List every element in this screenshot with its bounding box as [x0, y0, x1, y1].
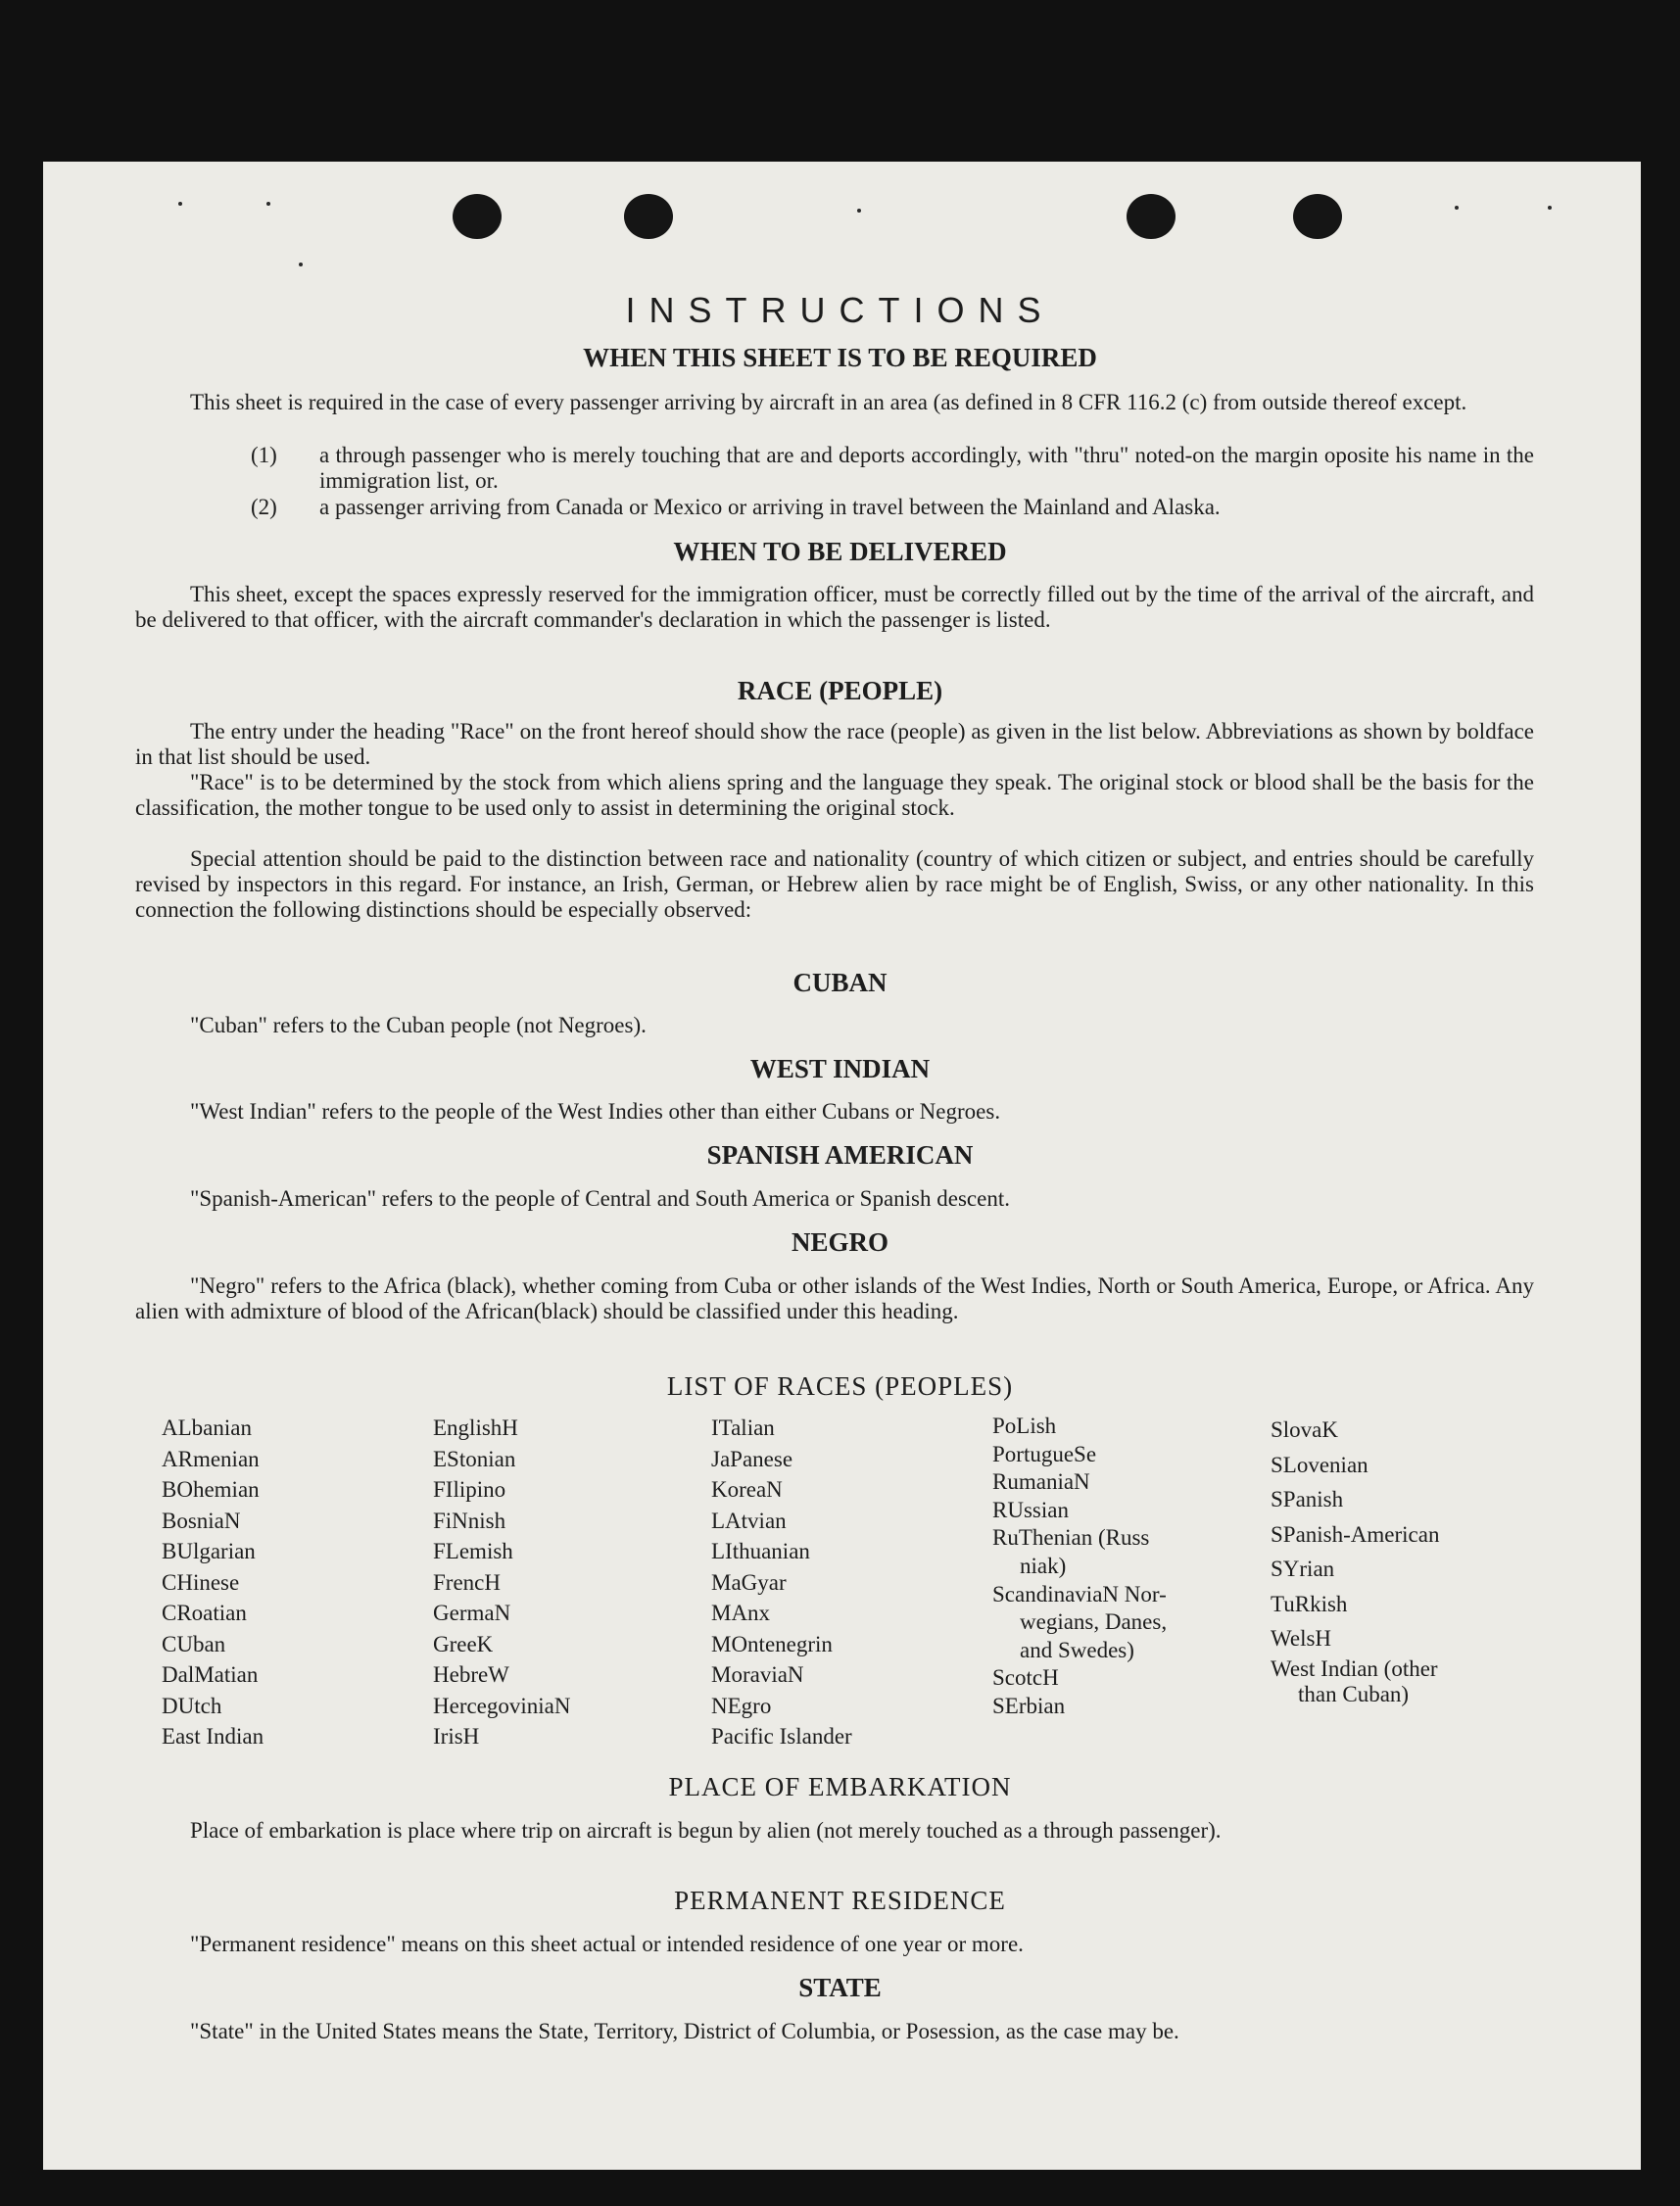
speck: [299, 263, 303, 266]
race-entry: West Indian (other: [1271, 1655, 1438, 1681]
west-indian-paragraph: "West Indian" refers to the people of the West Indies other than either Cubans or Negroes.: [190, 1099, 1001, 1124]
permanent-residence-paragraph: "Permanent residence" means on this sheet actual or intended residence of one year or more.: [190, 1932, 1024, 1956]
heading-when-required: WHEN THIS SHEET IS TO BE REQUIRED: [583, 343, 1097, 372]
race-entry: EStonian: [433, 1446, 516, 1471]
race-entry: MOntenegrin: [711, 1631, 833, 1656]
speck: [857, 209, 861, 213]
page-title: INSTRUCTIONS: [625, 290, 1055, 330]
race-entry: SPanish: [1271, 1487, 1344, 1511]
heading-race: RACE (PEOPLE): [737, 676, 943, 705]
race-entry: HercegoviniaN: [433, 1693, 571, 1718]
race-entry: FrencH: [433, 1569, 501, 1595]
heading-negro: NEGRO: [791, 1227, 888, 1257]
race-entry: GreeK: [433, 1631, 494, 1656]
race-entry: FiNnish: [433, 1508, 506, 1533]
races-column-5: [1271, 1413, 1439, 1707]
heading-when-delivered: WHEN TO BE DELIVERED: [673, 537, 1007, 566]
race-entry: PortugueSe: [992, 1441, 1097, 1466]
heading-list-of-races: LIST OF RACES (PEOPLES): [666, 1371, 1014, 1401]
races-column-3: [711, 1413, 852, 1752]
race-entry: East Indian: [162, 1724, 264, 1749]
race-entry: DUtch: [162, 1693, 222, 1718]
race-entry: ScotcH: [992, 1665, 1059, 1691]
race-paragraph-1: The entry under the heading "Race" on the front hereof should show the race (people) as given in the list below. Abbreviations as shown by boldface in that list should be used.: [135, 719, 1534, 769]
race-entry: IrisH: [433, 1724, 480, 1749]
race-entry: PoLish: [992, 1414, 1057, 1438]
race-entry: MAnx: [711, 1601, 771, 1625]
race-entry: ScandinaviaN Nor-: [992, 1581, 1167, 1607]
race-entry: RumaniaN: [992, 1469, 1090, 1495]
race-entry: TuRkish: [1271, 1591, 1348, 1616]
speck: [178, 202, 182, 206]
race-paragraph-3: Special attention should be paid to the distinction between race and nationality (country of which citizen or subject, and entries should be carefully revised by inspectors in this regard. For instance, an Irish, German, or Hebrew alien by race might be of English, Swiss, or any other nationality. In this connection the following distinctions should be especially observed:: [135, 846, 1534, 922]
race-entry: MaGyar: [711, 1569, 787, 1595]
heading-state: STATE: [798, 1973, 882, 2002]
race-entry: wegians, Danes,: [1020, 1609, 1168, 1635]
race-entry: WelsH: [1271, 1626, 1332, 1651]
race-entry: NEgro: [711, 1693, 772, 1718]
race-entry: RUssian: [992, 1497, 1069, 1522]
race-entry: LAtvian: [711, 1508, 787, 1533]
heading-west-indian: WEST INDIAN: [749, 1054, 931, 1083]
heading-cuban: CUBAN: [792, 968, 888, 997]
speck: [266, 202, 270, 206]
race-entry: SPanish-American: [1271, 1521, 1440, 1547]
race-entry: HebreW: [433, 1662, 509, 1687]
race-entry: niak): [1020, 1553, 1067, 1578]
heading-spanish-american: SPANISH AMERICAN: [706, 1140, 974, 1170]
race-entry: CHinese: [162, 1569, 240, 1595]
races-column-1: [162, 1413, 264, 1752]
heading-embarkation: PLACE OF EMBARKATION: [668, 1772, 1012, 1801]
race-entry: FLemish: [433, 1539, 513, 1563]
speck: [1548, 206, 1552, 210]
race-entry: JaPanese: [711, 1446, 793, 1471]
race-entry: ITalian: [711, 1415, 775, 1440]
item-1-text: a through passenger who is merely touching that are and deports accordingly, with "thru" noted-on the margin oposite his name in the immigration list, or.: [319, 443, 1534, 493]
punch-hole: [453, 194, 502, 239]
negro-paragraph: "Negro" refers to the Africa (black), whether coming from Cuba or other islands of the West Indies, North or South America, Europe, or Africa. Any alien with admixture of blood of the African(black) should be classified under this heading.: [135, 1273, 1534, 1323]
item-2-number: (2): [251, 495, 277, 519]
race-entry: KoreaN: [711, 1477, 783, 1502]
item-1-number: (1): [251, 443, 277, 467]
race-entry: RuThenian (Russ: [992, 1525, 1150, 1551]
race-entry: MoraviaN: [711, 1662, 804, 1687]
race-entry: than Cuban): [1298, 1681, 1410, 1706]
punch-hole: [1127, 194, 1176, 239]
embarkation-paragraph: Place of embarkation is place where trip on aircraft is begun by alien (not merely touched as a through passenger).: [190, 1818, 1222, 1843]
race-entry: SErbian: [992, 1693, 1066, 1718]
race-entry: CRoatian: [162, 1601, 247, 1625]
punch-hole: [624, 194, 673, 239]
race-entry: CUban: [162, 1631, 226, 1656]
races-column-2: [433, 1413, 571, 1752]
spanish-american-paragraph: "Spanish-American" refers to the people of Central and South America or Spanish descent.: [190, 1186, 1010, 1211]
race-entry: EnglishH: [433, 1415, 518, 1440]
race-entry: and Swedes): [1020, 1637, 1134, 1662]
when-required-paragraph: This sheet is required in the case of every passenger arriving by aircraft in an area (as defined in 8 CFR 116.2 (c) from outside thereof except.: [190, 390, 1467, 414]
race-entry: BUlgarian: [162, 1539, 256, 1563]
race-entry: SYrian: [1271, 1557, 1335, 1581]
item-2-text: a passenger arriving from Canada or Mexico or arriving in travel between the Mainland and Alaska.: [319, 495, 1221, 519]
race-entry: Pacific Islander: [711, 1724, 852, 1749]
race-entry: BOhemian: [162, 1477, 260, 1502]
heading-permanent-residence: PERMANENT RESIDENCE: [674, 1886, 1006, 1915]
race-entry: SLovenian: [1271, 1452, 1368, 1477]
race-entry: ARmenian: [162, 1446, 260, 1471]
race-entry: SlovaK: [1271, 1417, 1338, 1442]
race-entry: DalMatian: [162, 1662, 259, 1687]
races-column-4: [992, 1413, 1167, 1721]
race-entry: BosniaN: [162, 1508, 241, 1533]
race-entry: FIlipino: [433, 1477, 506, 1502]
punch-hole: [1293, 194, 1342, 239]
race-entry: LIthuanian: [711, 1539, 810, 1563]
speck: [1455, 206, 1459, 210]
when-delivered-paragraph: This sheet, except the spaces expressly reserved for the immigration officer, must be correctly filled out by the time of the arrival of the aircraft, and be delivered to that officer, with the aircraft commander's declaration in which the passenger is listed.: [135, 582, 1534, 632]
state-paragraph: "State" in the United States means the State, Territory, District of Columbia, or Posession, as the case may be.: [190, 2019, 1179, 2043]
race-paragraph-2: "Race" is to be determined by the stock from which aliens spring and the language they speak. The original stock or blood shall be the basis for the classification, the mother tongue to be used only to assist in determining the original stock.: [135, 770, 1534, 820]
race-entry: ALbanian: [162, 1415, 252, 1440]
cuban-paragraph: "Cuban" refers to the Cuban people (not Negroes).: [190, 1013, 647, 1037]
race-entry: GermaN: [433, 1601, 511, 1625]
